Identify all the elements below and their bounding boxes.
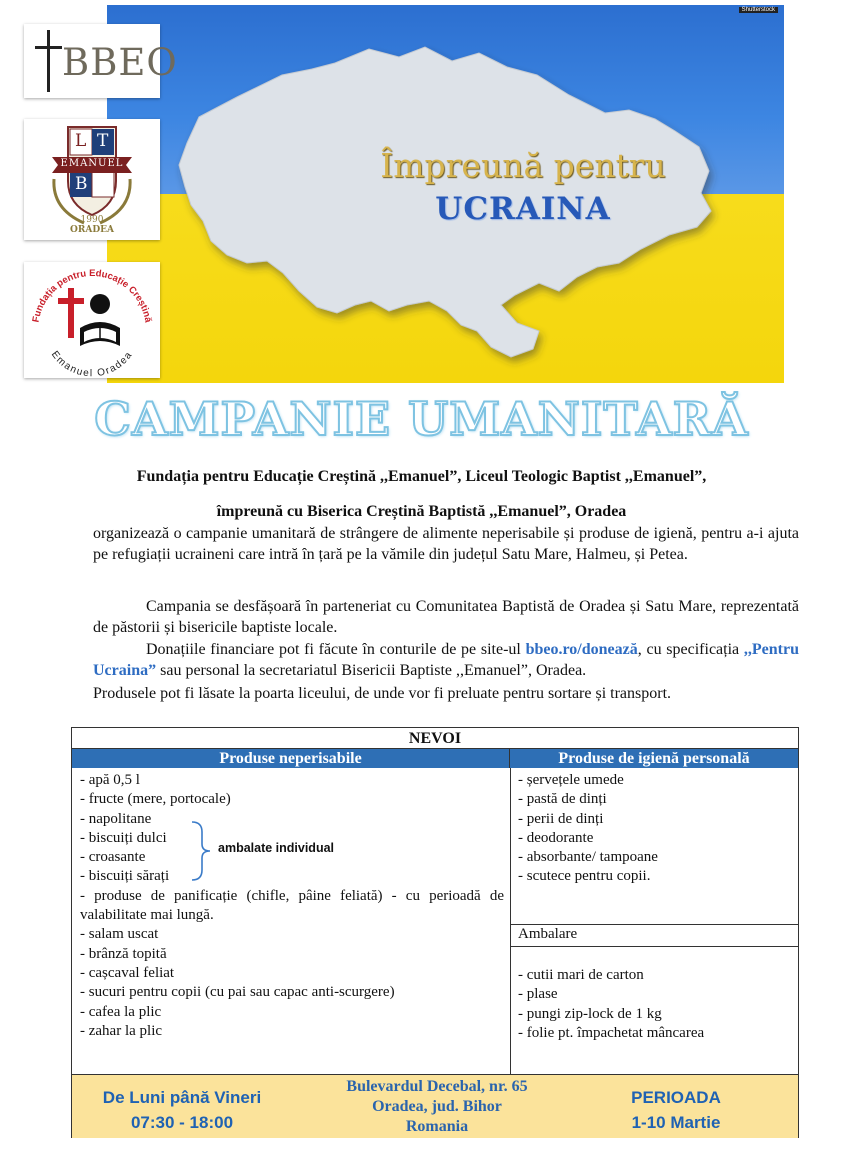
- list-item: - deodorante: [518, 829, 594, 846]
- period-value: 1-10 Martie: [631, 1113, 721, 1132]
- list-item: - șervețele umede: [518, 772, 624, 788]
- list-item: - biscuiți sărați: [80, 868, 170, 885]
- list-item: - biscuiți dulci: [80, 829, 167, 846]
- address-line3: Romania: [405, 1118, 469, 1135]
- intro-paragraph-2: Campania se desfășoară în parteneriat cu Comunitatea Baptistă de Oradea și Satu Mare, reprezentată de păstorii și bisericile baptiste locale.: [93, 598, 799, 636]
- crest-ribbon-text: EMANUEL: [60, 158, 124, 169]
- list-item: - produse de panificație (chifle, pâine feliată) - cu perioadă de valabilitate mai lungă.: [80, 887, 504, 924]
- banner: [107, 5, 784, 383]
- schedule-time: 07:30 - 18:00: [130, 1113, 234, 1132]
- list-item: - zahar la plic: [80, 1022, 163, 1039]
- list-item: - brânză topită: [80, 945, 167, 962]
- packing-list: [518, 966, 788, 1043]
- table-title: NEVOI: [72, 728, 798, 749]
- crest-letter-b: B: [75, 174, 88, 194]
- schedule-days: De Luni până Vineri: [102, 1088, 262, 1107]
- logo-fundatie-emanuel: [24, 262, 160, 378]
- campaign-title: CAMPANIE UMANITARĂ: [94, 392, 749, 446]
- list-item: - absorbante/ tampoane: [518, 849, 658, 866]
- logo-bbeo: [24, 24, 178, 98]
- list-item: - apă 0,5 l: [80, 772, 140, 788]
- donation-mention: ,,Pentru Ucraina”: [93, 641, 799, 679]
- list-item: - croasante: [80, 849, 146, 866]
- intro-paragraph-3: [93, 639, 799, 681]
- list-item: - napolitane: [80, 810, 152, 827]
- packing-title: Ambalare: [518, 926, 578, 942]
- tagline-line1: Împreună pentru: [380, 146, 666, 185]
- svg-text:Emanuel Oradea: [49, 349, 135, 378]
- list-item: - cutii mari de carton: [518, 967, 644, 983]
- donation-text-middle: , cu specificația: [637, 641, 744, 658]
- address-line2: Oradea, jud. Bihor: [372, 1098, 502, 1115]
- list-item: - pastă de dinți: [518, 791, 607, 808]
- intro-paragraph-1: organizează o campanie umanitară de strângere de alimente neperisabile și produse de igienă, pentru a-i ajuta pe refugiații ucraineni care intră în țară pe la vămile din județul Satu Mare, Halmeu, și Petea.: [93, 525, 799, 563]
- list-item: - folie pt. împachetat mâncarea: [518, 1024, 705, 1041]
- list-item: - salam uscat: [80, 926, 159, 943]
- list-item: - cafea la plic: [80, 1003, 162, 1020]
- campaign-period: [586, 1085, 766, 1135]
- column-header-hygiene: Produse de igienă personală: [510, 749, 798, 768]
- column-divider: [510, 768, 511, 1074]
- crest-city: ORADEA: [70, 225, 114, 235]
- list-item: - sucuri pentru copii (cu pai sau capac anti-scurgere): [80, 984, 395, 1001]
- logo-liceu-emanuel: [24, 119, 160, 240]
- svg-text:Fundația pentru Educație Creșt: [31, 268, 154, 324]
- list-item: - fructe (mere, portocale): [80, 791, 231, 808]
- brace-icon: [190, 820, 216, 882]
- individual-packing-note: ambalate individual: [218, 841, 335, 855]
- needs-table: [71, 727, 799, 1138]
- period-label: PERIOADA: [631, 1088, 721, 1107]
- column-header-nonperishable: Produse neperisabile: [72, 749, 510, 768]
- packing-divider-bottom: [511, 946, 799, 947]
- hygiene-list: [518, 771, 788, 887]
- fundatie-emblem-icon: [24, 262, 160, 378]
- organizers-line1: Fundația pentru Educație Creștină ,,Emanuel”, Liceul Teologic Baptist ,,Emanuel”,: [136, 468, 707, 485]
- crest-letter-t: T: [97, 131, 109, 151]
- tagline-line2: UCRAINA: [435, 191, 611, 227]
- fundatie-arc-bottom: Emanuel Oradea: [48, 349, 136, 378]
- schedule-hours: [80, 1085, 284, 1135]
- fundatie-arc-top: Fundația pentru Educație Creștină: [30, 267, 154, 324]
- list-item: - pungi zip-lock de 1 kg: [518, 1005, 662, 1022]
- packing-divider-top: [511, 924, 799, 925]
- donation-text-start: Donațiile financiare pot fi făcute în conturile de pe site-ul: [146, 641, 526, 658]
- schedule-footer: [72, 1074, 798, 1138]
- address-line1: Bulevardul Decebal, nr. 65: [346, 1078, 528, 1095]
- donation-link[interactable]: bbeo.ro/donează: [525, 641, 638, 658]
- list-item: - plase: [518, 986, 558, 1003]
- stock-watermark: Shutterstock: [739, 7, 778, 13]
- list-item: - scutece pentru copii.: [518, 868, 651, 885]
- bbeo-wordmark: BBEO: [62, 41, 178, 84]
- list-item: - perii de dinți: [518, 810, 604, 827]
- nonperishable-list: [80, 771, 504, 1041]
- crest-year: 1990: [80, 215, 104, 225]
- donation-text-end: sau personal la secretariatul Bisericii Baptiste ,,Emanuel”, Oradea.: [156, 662, 587, 679]
- intro-paragraph-4: Produsele pot fi lăsate la poarta liceului, de unde vor fi preluate pentru sortare și transport.: [93, 685, 672, 702]
- organizers-line2: împreună cu Biserica Creștină Baptistă ,,Emanuel”, Oradea: [216, 503, 627, 520]
- list-item: - cașcaval feliat: [80, 964, 175, 981]
- drop-off-address: [322, 1077, 552, 1137]
- crest-letter-l: L: [75, 131, 87, 151]
